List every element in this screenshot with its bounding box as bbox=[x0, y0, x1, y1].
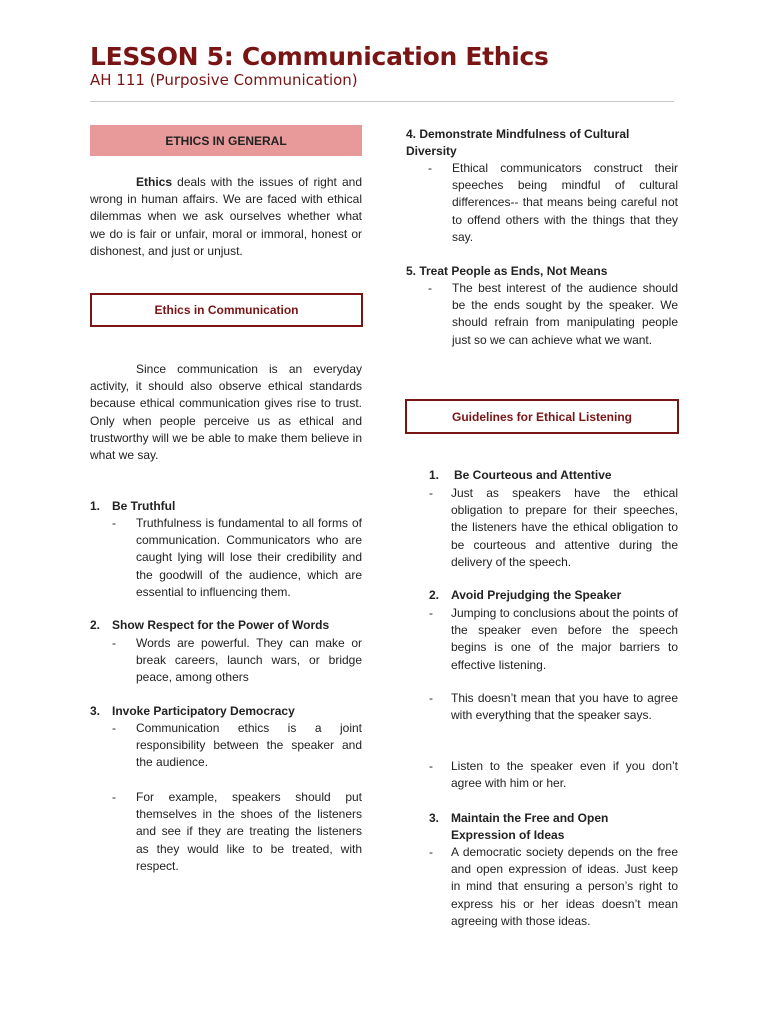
dash-marker: - bbox=[112, 636, 116, 650]
ethics-definition bbox=[90, 174, 362, 260]
principle-2-heading bbox=[90, 617, 329, 634]
principle-3-heading bbox=[90, 703, 295, 720]
principle-1-number: 1. bbox=[90, 499, 101, 513]
listening-2-number: 2. bbox=[429, 588, 440, 602]
header-divider bbox=[90, 101, 674, 102]
bullet-text: This doesn’t mean that you have to agree with everything that the speaker says. bbox=[451, 691, 678, 723]
principle-3-number: 3. bbox=[90, 704, 101, 718]
principle-3-title: Invoke Participatory Democracy bbox=[112, 704, 295, 718]
ethical-listening-label: Guidelines for Ethical Listening bbox=[451, 409, 633, 424]
bullet-text: Just as speakers have the ethical obligation to prepare for their speeches, the listeners have the ethical obligation to be courteous and attentive during the delivery of the speech. bbox=[451, 486, 678, 569]
listening-3-number: 3. bbox=[429, 811, 440, 825]
listening-2-title: Avoid Prejudging the Speaker bbox=[451, 588, 622, 602]
dash-marker: - bbox=[112, 721, 116, 735]
principle-2-title: Show Respect for the Power of Words bbox=[112, 618, 330, 632]
listening-1-heading bbox=[429, 467, 612, 484]
ethics-in-communication-box bbox=[90, 293, 363, 327]
principle-5-heading: 5. Treat People as Ends, Not Means bbox=[406, 264, 608, 278]
bullet-text: A democratic society depends on the free and open expression of ideas. Just keep in mind that ensuring a person’s right to express his or her ideas doesn’t mean agreeing with those ideas. bbox=[451, 845, 678, 928]
ethics-definition-text: deals with the issues of right and wrong in human affairs. We are faced with ethical dilemmas when we ask ourselves whether what we do is fair or unfair, moral or immoral, honest or dishonest, and just or unjust. bbox=[90, 175, 362, 258]
dash-marker: - bbox=[429, 691, 433, 705]
dash-marker: - bbox=[429, 845, 433, 859]
listening-1-number: 1. bbox=[429, 468, 440, 482]
bullet-text: Truthfulness is fundamental to all forms of communication. Communicators who are caught lying will lose their credibility and the goodwill of the audience, which are essential to influencing them. bbox=[136, 516, 362, 599]
bullet-text: Words are powerful. They can make or break careers, launch wars, or bridge peace, among others bbox=[136, 636, 362, 685]
ethics-term: Ethics bbox=[136, 175, 173, 189]
dash-marker: - bbox=[112, 516, 116, 530]
bullet-text: The best interest of the audience should be the ends sought by the speaker. We should refrain from manipulating people just so we can achieve what we want. bbox=[452, 281, 678, 347]
ethical-listening-box bbox=[405, 399, 679, 434]
principle-2-number: 2. bbox=[90, 618, 101, 632]
bullet-text: Communication ethics is a joint responsibility between the speaker and the audience. bbox=[136, 721, 362, 770]
communication-paragraph: Since communication is an everyday activity, it should also observe ethical standards because ethical communication gives rise to trust. Only when people perceive us as ethical and trustworthy will we be able to make them believe in what we say. bbox=[90, 362, 362, 463]
listening-1-title: Be Courteous and Attentive bbox=[454, 468, 612, 482]
listening-3-heading bbox=[429, 810, 678, 843]
dash-marker: - bbox=[429, 486, 433, 500]
dash-marker: - bbox=[428, 161, 432, 175]
lesson-title: LESSON 5: Communication Ethics bbox=[90, 42, 549, 71]
listening-2-heading bbox=[429, 587, 621, 604]
bullet-text: For example, speakers should put themselves in the shoes of the listeners and see if they are treating the listeners as they would like to be treated, with respect. bbox=[136, 790, 362, 873]
ethics-in-general-box bbox=[90, 125, 362, 156]
course-subtitle: AH 111 (Purposive Communication) bbox=[90, 71, 358, 89]
dash-marker: - bbox=[429, 759, 433, 773]
bullet-text: Ethical communicators construct their speeches being mindful of cultural differences-- that means being careful not to offend others with the things that they say. bbox=[452, 161, 678, 244]
dash-marker: - bbox=[112, 790, 116, 804]
listening-3-title: Maintain the Free and Open Expression of Ideas bbox=[451, 811, 609, 842]
principle-1-heading bbox=[90, 498, 175, 515]
principle-4-heading: 4. Demonstrate Mindfulness of Cultural Diversity bbox=[406, 127, 630, 158]
principle-1-title: Be Truthful bbox=[112, 499, 176, 513]
bullet-text: Listen to the speaker even if you don’t agree with him or her. bbox=[451, 759, 678, 791]
ethics-in-general-label: ETHICS IN GENERAL bbox=[165, 133, 287, 148]
dash-marker: - bbox=[428, 281, 432, 295]
bullet-text: Jumping to conclusions about the points of the speaker even before the speech begins is one of the major barriers to effective listening. bbox=[451, 606, 678, 672]
dash-marker: - bbox=[429, 606, 433, 620]
ethics-in-communication-label: Ethics in Communication bbox=[154, 303, 299, 317]
